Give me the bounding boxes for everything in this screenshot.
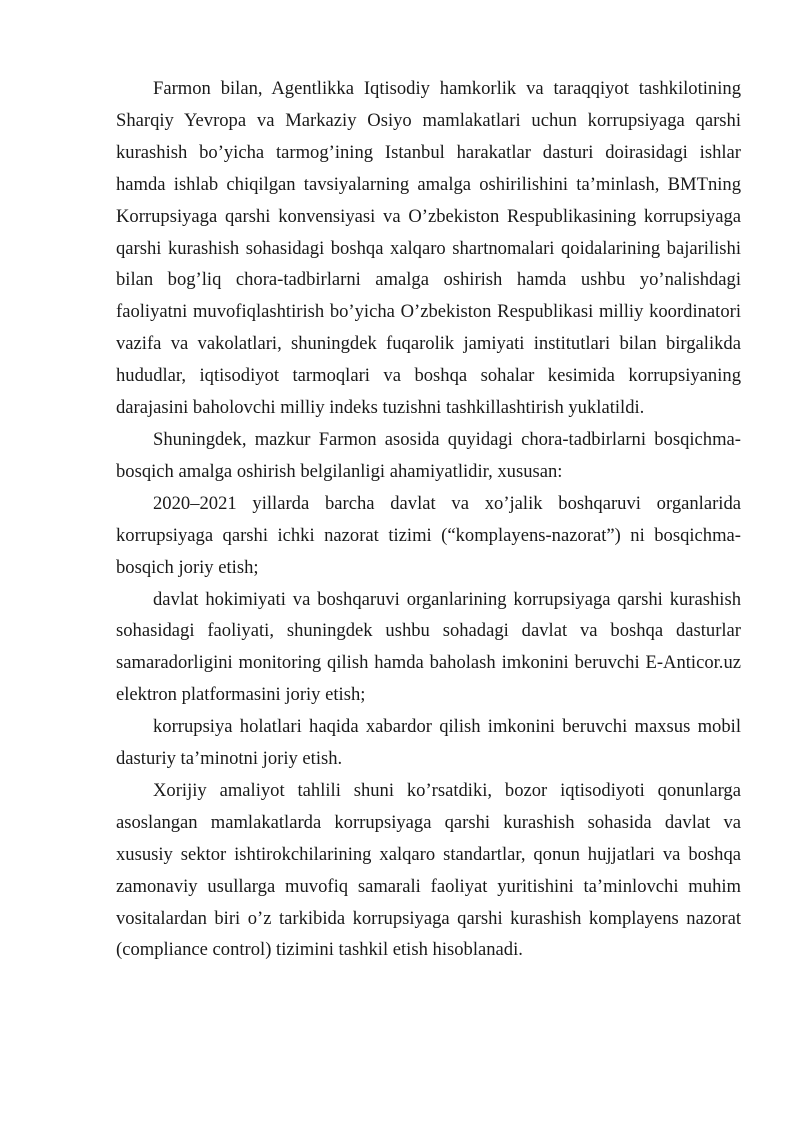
paragraph: Xorijiy amaliyot tahlili shuni ko’rsatdiki, bozor iqtisodiyoti qonunlarga asoslangan mamlakatlarda korrupsiyaga qarshi kurashish sohasida davlat va xususiy sektor ishtirokchilarining xalqaro standartlar, qonun hujjatlari va boshqa zamonaviy usullarga muvofiq samarali faoliyat yuritishini ta’minlovchi muhim vositalardan biri o’z tarkibida korrupsiyaga qarshi kurashish komplayens nazorat (compliance control) tizimini tashkil etish hisoblanadi. <box>116 779 741 961</box>
paragraph: Shuningdek, mazkur Farmon asosida quyidagi chora-tadbirlarni bosqichma-bosqich amalga oshirish belgilanligi ahamiyatlidir, xususan: <box>116 428 741 482</box>
document-page <box>116 73 741 966</box>
list-item: 2020–2021 yillarda barcha davlat va xo’jalik boshqaruvi organlarida korrupsiyaga qarshi ichki nazorat tizimi (“komplayens-nazorat”) ni bosqichma-bosqich joriy etish; <box>116 492 741 578</box>
list-item: davlat hokimiyati va boshqaruvi organlarining korrupsiyaga qarshi kurashish sohasidagi faoliyati, shuningdek ushbu sohadagi davlat va boshqa dasturlar samaradorligini monitoring qilish hamda baholash imkonini beruvchi E-Anticor.uz elektron platformasini joriy etish; <box>116 588 741 706</box>
paragraph: Farmon bilan, Agentlikka Iqtisodiy hamkorlik va taraqqiyot tashkilotining Sharqiy Yevropa va Markaziy Osiyo mamlakatlari uchun korrupsiyaga qarshi kurashish bo’yicha tarmog’ining Istanbul harakatlar dasturi doirasidagi ishlar hamda ishlab chiqilgan tavsiyalarning amalga oshirilishini ta’minlash, BMTning Korrupsiyaga qarshi konvensiyasi va O’zbekiston Respublikasining korrupsiyaga qarshi kurashish sohasidagi boshqa xalqaro shartnomalari qoidalarining bajarilishi bilan bog’liq chora-tadbirlarni amalga oshirish hamda ushbu yo’nalishdagi faoliyatni muvofiqlashtirish bo’yicha O’zbekiston Respublikasi milliy koordinatori vazifa va vakolatlari, shuningdek fuqarolik jamiyati institutlari bilan birgalikda hududlar, iqtisodiyot tarmoqlari va boshqa sohalar kesimida korrupsiyaning darajasini baholovchi milliy indeks tuzishni tashkillashtirish yuklatildi. <box>116 78 741 419</box>
list-item: korrupsiya holatlari haqida xabardor qilish imkonini beruvchi maxsus mobil dasturiy ta’minotni joriy etish. <box>116 716 741 770</box>
